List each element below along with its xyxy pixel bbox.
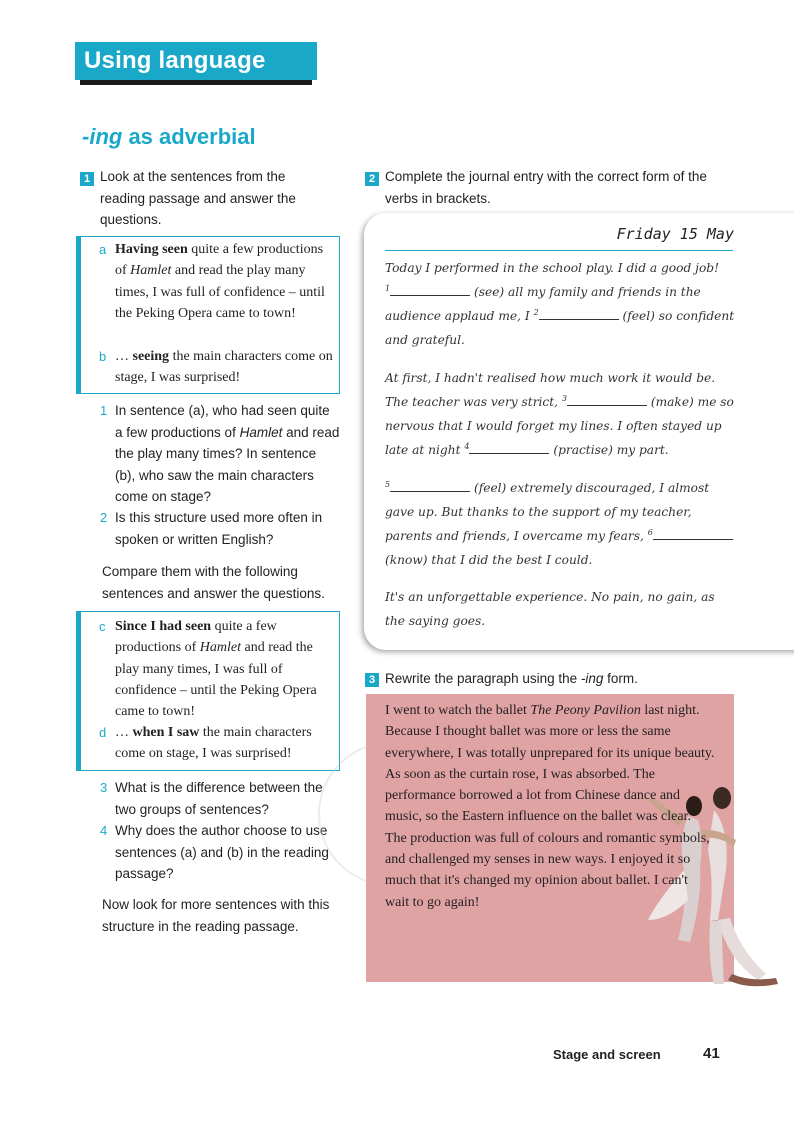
example-c: c Since I had seen quite a few productions of Hamlet and read the play many times, I was full of confidence – until the Peking Opera came to town! (99, 619, 317, 720)
blank-4[interactable] (469, 441, 549, 454)
exercise-3-instruction: Rewrite the paragraph using the -ing form. (385, 671, 638, 686)
blank-6[interactable] (653, 527, 733, 540)
compare-instruction: Compare them with the following sentences and answer the questions. (102, 564, 325, 601)
example-b: b … seeing the main characters come on stage, I was surprised! (99, 349, 333, 386)
example-a: a Having seen quite a few productions of Hamlet and read the play many times, I was full of confidence – until the Peking Opera came to town! (99, 242, 325, 321)
exercise-2-instruction: Complete the journal entry with the correct form of the verbs in brackets. (385, 169, 707, 206)
section-title: -ing as adverbial (82, 124, 256, 149)
journal-paragraph-3: $^5$ (feel) extremely discouraged, I almost gave up. But thanks to the support of my teacher, parents and friends, I overcame my fears, $^6$ (know) that I did the best I could. (385, 476, 737, 572)
journal-paragraph-4: It's an unforgettable experience. No pain, no gain, as the saying goes. (385, 590, 715, 628)
blank-2[interactable] (539, 307, 619, 320)
journal-paragraph-1: Today I performed in the school play. I did a good job! $^1$ (see) all my family and friends in the audience applaud me, I $^2$ (feel) so confident and grateful. (385, 261, 735, 347)
exercise-2-number: 2 (365, 172, 379, 186)
example-d: d … when I saw the main characters come on stage, I was surprised! (99, 725, 312, 762)
footer-unit-title: Stage and screen (553, 1047, 661, 1062)
journal-divider (385, 250, 733, 251)
blank-1[interactable] (390, 283, 470, 296)
rewrite-paragraph: I went to watch the ballet The Peony Pavilion last night. Because I thought ballet was more or less the same everywhere, I was totally unprepared for its unique beauty. As soon as the curtain rose, I was absorbed. The performance borrowed a lot from Chinese dance and music, so the Eastern influence on the ballet was clear. The production was full of colours and romantic symbols, and challenged my senses in new ways. I enjoyed it so much that it's changed my opinion about ballet. I can't wait to go again! (385, 703, 715, 910)
page-number: 41 (703, 1045, 720, 1062)
journal-paragraph-2: At first, I hadn't realised how much work it would be. The teacher was very strict, $^3$ (make) me so nervous that I would forget my lines. I often stayed up late at night $^4$ (practise) my part. (385, 371, 734, 457)
journal-date: Friday 15 May (616, 225, 734, 243)
section-banner (75, 42, 317, 80)
banner-title: Using language (84, 47, 266, 74)
question-4: 4 Why does the author choose to use sentences (a) and (b) in the reading passage? (100, 823, 329, 881)
blank-5[interactable] (390, 479, 470, 492)
question-3: 3 What is the difference between the two groups of sentences? (100, 780, 323, 817)
exercise-1-instruction: Look at the sentences from the reading passage and answer the questions. (100, 169, 296, 227)
exercise-1-number: 1 (80, 172, 94, 186)
question-1: 1 In sentence (a), who had seen quite a few productions of Hamlet and read the play many times? In sentence (b), who saw the main characters come on stage? (100, 403, 340, 504)
blank-3[interactable] (567, 393, 647, 406)
banner-divider (356, 49, 358, 73)
closing-instruction: Now look for more sentences with this structure in the reading passage. (102, 897, 330, 934)
question-2: 2 Is this structure used more often in spoken or written English? (100, 510, 323, 547)
exercise-3-number: 3 (365, 673, 379, 687)
banner-flag-icon (365, 48, 381, 74)
